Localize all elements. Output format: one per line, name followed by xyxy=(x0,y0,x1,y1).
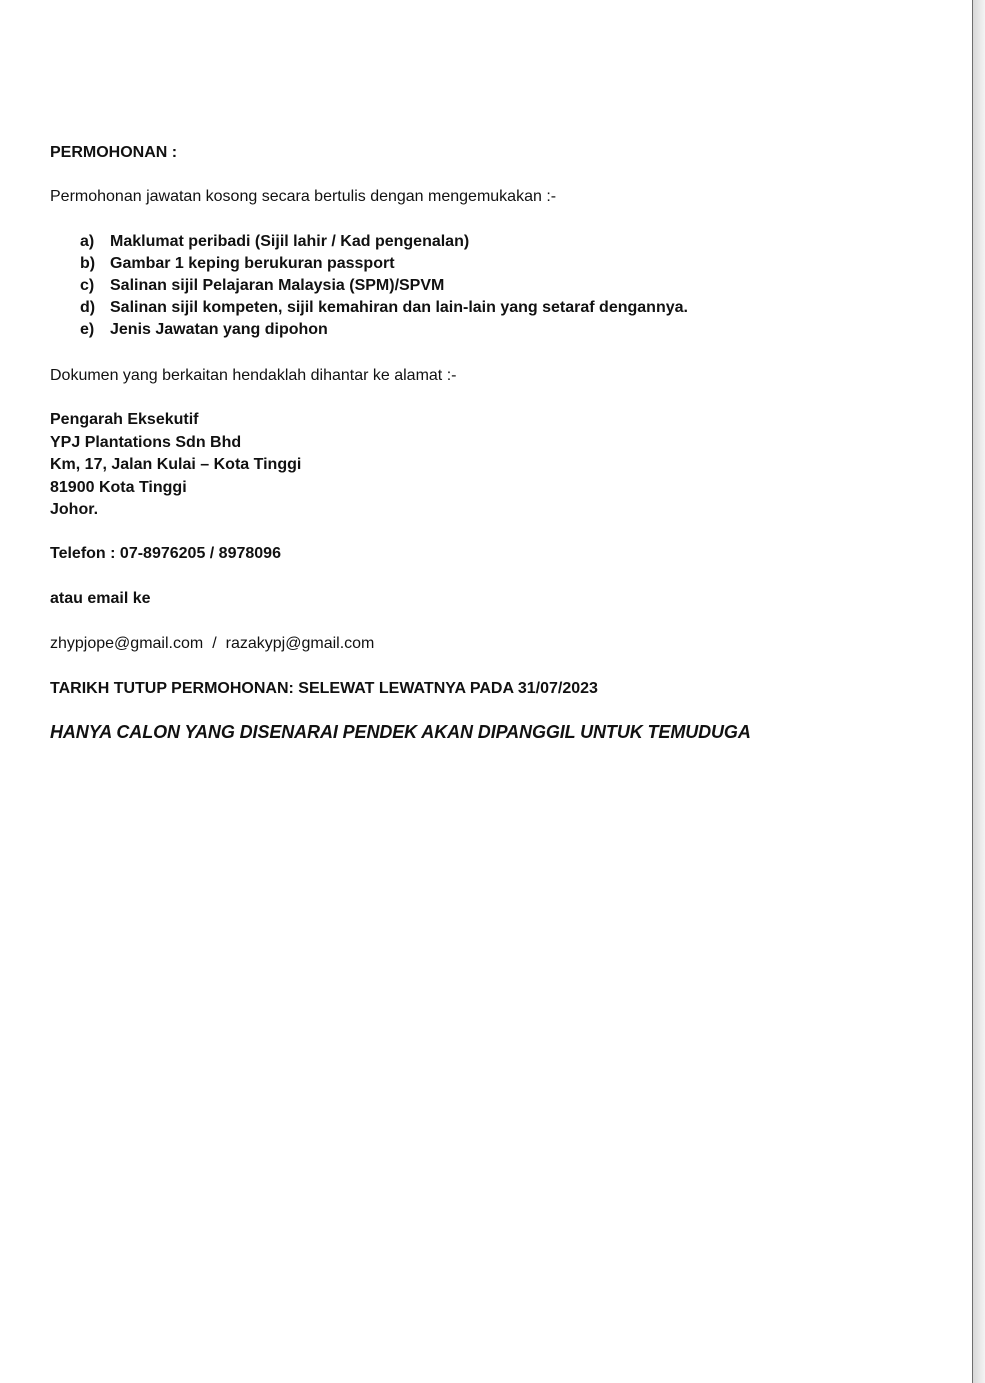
section-heading: PERMOHONAN : xyxy=(50,144,178,161)
address-line-postcode: 81900 Kota Tinggi xyxy=(50,478,187,496)
list-item-text: Maklumat peribadi (Sijil lahir / Kad pengenalan) xyxy=(110,233,470,250)
address-line-street: Km, 17, Jalan Kulai – Kota Tinggi xyxy=(50,456,302,473)
list-item-text: Salinan sijil kompeten, sijil kemahiran dan lain-lain yang setaraf dengannya. xyxy=(110,299,688,316)
address-line-state: Johor. xyxy=(50,501,99,518)
address-line-title: Pengarah Eksekutif xyxy=(50,411,199,428)
list-marker: a) xyxy=(80,233,95,250)
list-item-text: Gambar 1 keping berukuran passport xyxy=(110,255,395,272)
phone-numbers: Telefon : 07-8976205 / 8978096 xyxy=(50,545,281,562)
shortlist-notice: HANYA CALON YANG DISENARAI PENDEK AKAN DIPANGGIL UNTUK TEMUDUGA xyxy=(50,722,751,742)
closing-date: TARIKH TUTUP PERMOHONAN: SELEWAT LEWATNYA PADA 31/07/2023 xyxy=(50,680,598,697)
list-item-text: Salinan sijil Pelajaran Malaysia (SPM)/SPVM xyxy=(110,277,445,294)
list-marker: c) xyxy=(80,277,95,294)
list-marker: e) xyxy=(80,321,95,338)
list-marker: d) xyxy=(80,299,96,316)
email-intro: atau email ke xyxy=(50,590,151,607)
list-marker: b) xyxy=(80,255,96,272)
documents-instruction: Dokumen yang berkaitan hendaklah dihantar ke alamat :- xyxy=(50,367,457,384)
email-separator: / xyxy=(212,635,217,652)
intro-paragraph: Permohonan jawatan kosong secara bertulis dengan mengemukakan :- xyxy=(50,188,557,205)
page-shadow xyxy=(973,0,985,1383)
email-link-2[interactable]: razakypj@gmail.com xyxy=(225,635,375,652)
list-item-text: Jenis Jawatan yang dipohon xyxy=(110,321,328,338)
mailing-address xyxy=(50,410,301,523)
address-line-company: YPJ Plantations Sdn Bhd xyxy=(50,433,242,451)
email-addresses xyxy=(50,634,374,654)
email-link-1[interactable]: zhypjope@gmail.com xyxy=(50,635,204,652)
